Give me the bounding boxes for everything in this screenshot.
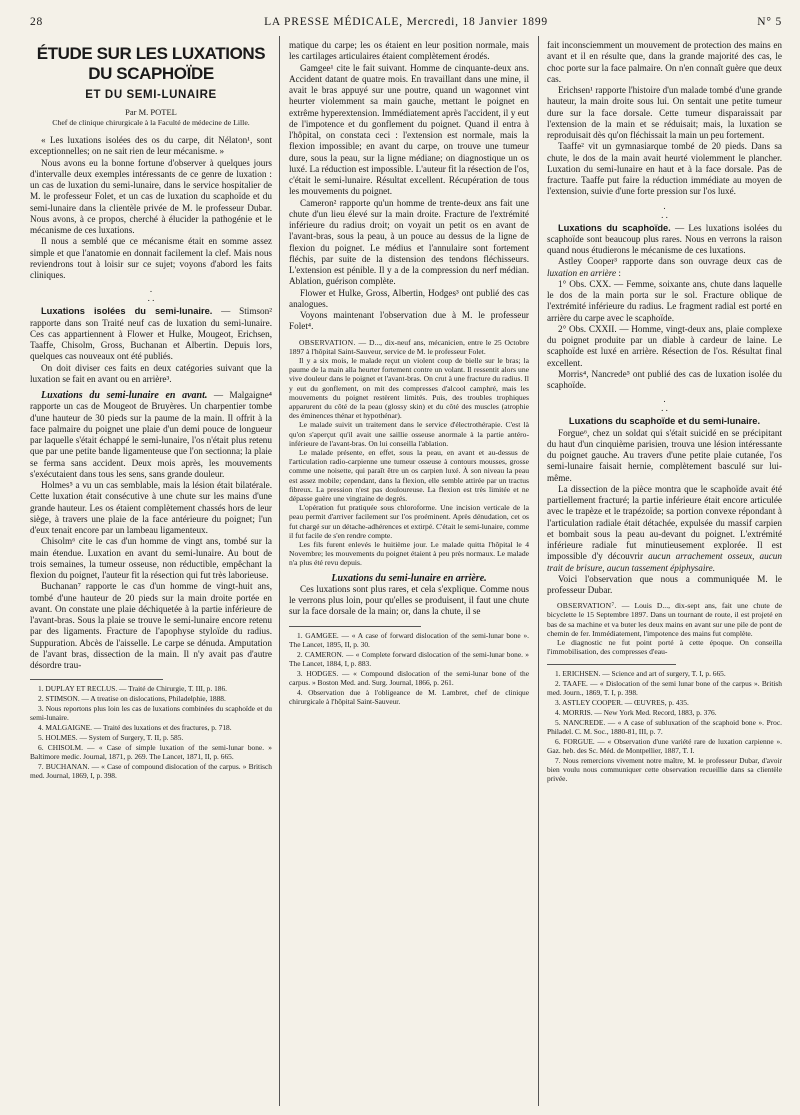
footnote: 2. CAMERON. — « Complete forward dislocation of the semi-lunar bone. » The Lancet, 1884, I, p. 883. [289,649,529,668]
running-title: LA PRESSE MÉDICALE, Mercredi, 18 Janvier 1899 [264,16,548,28]
footnotes [547,669,782,783]
section-heading: Luxations du semi-lunaire en avant. [41,390,208,401]
footnote: 3. HODGES. — « Compound dislocation of the semi-lunar bone of the carpus. » Boston Med. and. Surg. Journal, 1866, p. 261. [289,668,529,687]
footnote-rule [30,679,163,680]
paragraph: Holmes⁵ a vu un cas semblable, mais la lésion était bilatérale. Cette luxation était consécutive à une chute sur les mains d'une grande hauteur. Les os étaient complètement chassés hors de leur siège, à travers une plaie de la face antérieure du poignet; l'un d'eux tenait encore par un lambeau ligamenteux. [30,480,272,535]
paragraph: Luxations du scaphoïde. — Les luxations isolées du scaphoïde sont beaucoup plus rares. Nous en verrons la raison quand nous étudierons le mécanisme de ces luxations. [547,222,782,255]
paragraph: Voici l'observation que nous a communiquée M. le professeur Dubar. [547,573,782,595]
section-heading-line [547,416,782,427]
section-separator: . . . [661,200,668,220]
section-heading: Luxations isolées du semi-lunaire. [41,306,213,317]
article-title: ÉTUDE SUR LES LUXATIONS DU SCAPHOÏDE [36,44,266,83]
paragraph: Gamgee¹ cite le fait suivant. Homme de cinquante-deux ans. Accident datant de quatre mois. En travaillant dans une mine, il avait le bras appuyé sur une poutre, quand un wagonnet vint heurter violemment sa main gauche, mettant le poignet en extrême hyperextension. Immédiatement après l'accident, il y eut de l'impotence et du gonflement du poignet. Quand il entra à l'hôpital, on constata ceci : l'extension est normale, mais la flexion impossible; en avant du carpe, on trouve une tumeur dure, sous la peau, sur la ligne médiane; on diagnostique un os luxé. La réduction est impossible. L'auteur fit la résection de l'os, c'était le semi-lunaire. Résultat excellent. Récupération de tous les mouvements du poignet. [289,62,529,197]
paragraph: Cameron² rapporte qu'un homme de trente-deux ans fait une chute d'un lieu élevé sur la main droite. Fracture de l'extrémité inférieure du radius droit; on voyait un petit os en avant de l'avant-bras, sous la peau, à un pouce au dessus de la ligne de flexion du poignet. Le médius et l'annulaire sont fortement fléchis, par suite de la distension des tendons fléchisseurs. L'extension est pénible. Il y a de la compression du nerf médian. Ablation, guérison complète. [289,197,529,287]
columns [30,40,782,1110]
paragraph: Forgue⁶, chez un soldat qui s'était suicidé en se précipitant du haut d'un cinquième parisien, trouva une lésion intéressante du poignet gauche. Au travers d'une petite plaie cutanée, l'os semi-lunaire faisait hernie, complètement basculé sur lui-même. [547,427,782,483]
paragraph: Taaffe² vit un gymnasiarque tombé de 20 pieds. Dans sa chute, le dos de la main avait heurté violemment le plancher. Luxation du semi-lunaire en haut et à la face dorsale. Pas de fracture. Taaffe put faire la réduction immédiate au moyen de l'extension, suivie d'une forte pression sur l'os luxé. [547,141,782,197]
paragraph: Ces luxations sont plus rares, et cela s'explique. Comme nous le verrons plus loin, pour qu'elles se produisent, il faut une chute sur la face dorsale de la main; or, dans la chute, il se [289,583,529,617]
paragraph: Il nous a semblé que ce mécanisme était en somme assez simple et que l'anatomie en donnait facilement la clef. Mais nous reviendrons tout à loisir sur ce sujet; voyons d'abord les faits cliniques. [30,236,272,280]
footnote: 7. Nous remercions vivement notre maître, M. le professeur Dubar, d'avoir bien voulu nous communiquer cette observation recueillie dans sa clientèle privée. [547,756,782,784]
footnote: 4. MALGAIGNE. — Traité des luxations et des fractures, p. 718. [38,723,232,733]
footnote: 2. STIMSON. — A treatise on dislocations, Philadelphie, 1888. [38,694,226,704]
affiliation: Chef de clinique chirurgicale à la Faculté de médecine de Lille. [52,118,250,127]
section-heading-line [289,573,529,584]
section-heading: Luxations du semi-lunaire en arrière. [331,572,487,584]
column-2-body [289,40,529,333]
observation-paragraph: Les fils furent enlevés le huitième jour. Le malade quitta l'hôpital le 4 Novembre; les mouvements du poignet étaient à peu près normaux. Le malade n'a plus été revu depuis. [289,539,529,568]
section-heading: Luxations du scaphoïde. [558,222,671,233]
footnote: 3. Nous reportons plus loin les cas de luxations combinées du scaphoïde et du semi-lunaire. [30,704,272,723]
observation-paragraph: L'opération fut pratiquée sous chloroforme. Une incision verticale de la peau permit d'arriver facilement sur l'os proéminent. Après dénudation, cet os fut chargé sur un détache-adhérences et extirpé. C'était le semi-lunaire, comme il fut facile de s'en rendre compte. [289,503,529,540]
observation [547,601,782,656]
footnotes [289,631,529,706]
observation [289,338,529,568]
paragraph: Erichsen¹ rapporte l'histoire d'un malade tombé d'une grande hauteur, la main droite sous lui. On sentait une petite tumeur dure sur la face dorsale. Cette tumeur disparaissait par l'extension de la main et se réduisait; mais, la luxation se reproduisait dès qu'on fléchissait la main un peu fortement. [547,85,782,140]
paragraph: 1° Obs. CXX. — Femme, soixante ans, chute dans laquelle le dos de la main porta sur le sol. Fracture oblique de l'extrémité inférieure du radius. Le fragment radial est porté en arrière du carpe avec le scaphoïde. [547,278,782,323]
section-separator: . . . [661,394,668,414]
paragraph: matique du carpe; les os étaient en leur position normale, mais les cartilages articulaires étaient complètement érodés. [289,40,529,62]
section-heading: Luxations du scaphoïde et du semi-lunaire. [568,416,761,427]
column-2-body-continued [289,573,529,618]
footnotes [30,684,272,780]
observation-paragraph: Le malade suivit un traitement dans le service d'électrothérapie. C'est là qu'on s'aperçut qu'il avait une saillie osseuse anormale à la partie antéro-inférieure de l'avant-bras. On lui conseilla l'ablation. [289,420,529,448]
footnote-rule [289,626,421,627]
paragraph: Luxations isolées du semi-lunaire. — Stimson² rapporte dans son Traité neuf cas de luxation du semi-lunaire. Ces cas appartiennent à Flower et Hulke, Mougeot, Erichsen, Taaffe, Chisolm, Gross, Buchanan et Albertin. Depuis lors, quelques cas nouveaux ont été publiés. [30,306,272,362]
column-3 [547,40,782,1110]
footnote: 4. Observation due à l'obligeance de M. Lambret, chef de clinique chirurgicale à l'hôpital Saint-Sauveur. [289,687,529,706]
footnote: 5. NANCREDE. — « A case of subluxation of the scaphoid bone ». Proc. Philadel. C. M. Soc., 1880-81, III, p. 7. [547,718,782,737]
paragraph: Morris⁴, Nancrede⁵ ont publié des cas de luxation isolée du scaphoïde. [547,368,782,390]
footnote: 1. GAMGEE. — « A case of forward dislocation of the semi-lunar bone ». The Lancet, 1895, II, p. 30. [289,630,529,649]
column-2 [289,40,529,1110]
page-number: 28 [30,16,44,28]
footnote: 2. TAAFE. — « Dislocation of the semi lunar bone of the carpus ». British med. Journ., 1869, T. I, p. 398. [547,679,782,698]
paragraph: 2° Obs. CXXII. — Homme, vingt-deux ans, plaie complexe du poignet produite par un diable à cardeur de laine. Le scaphoïde est luxé en arrière. Résection de l'os. Résultat final excellent. [547,323,782,368]
paragraph: Flower et Hulke, Gross, Albertin, Hodges³ ont publié des cas analogues. [289,287,529,309]
paragraph: Astley Cooper³ rapporte dans son ouvrage deux cas de luxation en arrière : [547,256,782,278]
paragraph: Buchanan⁷ rapporte le cas d'un homme de vingt-huit ans, tombé d'une hauteur de 20 pieds sur la main droite portée en avant. On constate une plaie déchiquetée à la partie inférieure de l'avant-bras. Sous la plaie se trouve le semi-lunaire encore retenu par des ligaments. Fracture de l'apophyse styloïde du radius. Suppuration. Abcès de l'aisselle. Le carpe se dénuda. Amputation de l'avant bras, dissection de la main. Il n'y avait pas d'autre désordre trau- [30,581,272,670]
article-subtitle: ET DU SEMI-LUNAIRE [85,89,217,101]
footnote: 4. MORRIS. — New York Med. Record, 1883, p. 376. [555,708,717,718]
observation-label: OBSERVATION⁷. [557,601,617,611]
paragraph: Nous avons eu la bonne fortune d'observer à quelques jours d'intervalle deux exemples intéressants de ce genre de luxation : un cas de luxation du semi-lunaire, dans le service hospitalier de M. le professeur Folet, et un cas de luxation du scaphoïde et du semi-lunaire dans la clientèle privée de M. le professeur Dubar. Nous avons, à ce propos, cherché à élucider la pathogénie et le mécanisme de ces luxations. [30,157,272,235]
footnote: 3. ASTLEY COOPER. — ŒUVRES, p. 435. [555,698,689,708]
footnote: 7. BUCHANAN. — « Case of compound dislocation of the carpus. » Britisch med. Journal, 1869, I, p. 398. [30,762,272,781]
observation-paragraph: OBSERVATION⁷. — Louis D..., dix-sept ans, fait une chute de bicyclette le 15 Septembre 1897. Dans un tournant de route, il est projeté en bas de sa machine et va buter les deux mains en avant sur une pile de pont de chemin de fer. Immédiatement, l'impotence des mains fut complète. [547,601,782,638]
column-1-body [30,135,272,671]
footnote: 1. DUPLAY ET RECLUS. — Traité de Chirurgie, T. III, p. 186. [38,684,228,694]
observation-label: OBSERVATION. [299,337,356,347]
section-separator: . . . [147,284,155,304]
paragraph: Luxations du semi-lunaire en avant. — Malgaigne⁴ rapporte un cas de Mougeot de Bruyères. Un charpentier tombe d'une hauteur de 30 pieds sur la paume de la main. Il offrit à la face palmaire du poignet une plaie d'un demi pouce de longueur par laquelle s'était échappé le semi-lunaire, l'os n'était plus retenu que par une petite bande ligamenteuse que l'on sectionna; la plaie se ferma sans accident. Deux mois après, les mouvements s'exécutaient dans tous les sens, sans grande douleur. [30,390,272,479]
column-1 [30,40,272,1110]
paragraph: La dissection de la pièce montra que le scaphoïde avait été partiellement fracturé; la partie inférieure était encore articulée avec le trapèze et le trapézoïde; sa portion convexe répondant à l'articulation radiale était détachée, expulsée du massif carpien et bombait sous la peau au-devant du poignet. L'extrémité inférieure radiale fut minutieusement explorée. Il est impossible d'y découvrir aucun arrachement osseux, aucun trait de brisure, aucun tassement épiphysaire. [547,483,782,573]
footnote: 1. ERICHSEN. — Science and art of surgery, T. I, p. 665. [555,669,726,679]
paragraph: On doit diviser ces faits en deux catégories suivant que la luxation se fait en avant ou en arrière³. [30,362,272,384]
paragraph: Chisolm⁶ cite le cas d'un homme de vingt ans, tombé sur la main étendue. Luxation en avant du semi-lunaire. Au bout de trois semaines, la tumeur osseuse, non réductible, empêchant la flexion du poignet, l'auteur fit la résection qui fut très laborieuse. [30,536,272,580]
paragraph: « Les luxations isolées des os du carpe, dit Nélaton¹, sont exceptionnelles; on ne sait rien de leur mécanisme. » [30,135,272,157]
issue-number: N° 5 [757,16,782,28]
paragraph: fait inconsciemment un mouvement de protection des mains en avant et il en résulte que, dans la grande majorité des cas, le choc porte sur la face palmaire. On n'en connaît guère que deux cas. [547,40,782,84]
running-header [30,14,782,32]
observation-paragraph: Le diagnostic ne fut point porté à cette époque. On conseilla l'immobilisation, des compresses d'eau- [547,638,782,657]
footnote-rule [547,664,676,665]
observation-paragraph: Le malade présente, en effet, sous la peau, en avant et au-dessus de l'articulation radio-carpienne une tumeur osseuse à contours mousses, grosse comme une noisette, qui paraît être un os carpien luxé. À son niveau la peau est assez mobile; cependant, dans la flexion, elle semble attirée par un tractus fibreux. La pression n'est pas douloureuse. La flexion est très limitée et ne dépasse guère une vingtaine de degrés. [289,447,529,503]
footnote: 6. CHISOLM. — « Case of simple luxation of the semi-lunar bone. » Baltimore medic. Journal, 1871, p. 269. The Lancet, 1871, II, p. 665. [30,743,272,762]
byline: Par M. POTEL [125,107,177,117]
footnote: 6. FORGUE. — « Observation d'une variété rare de luxation carpienne ». Gaz. heb. des Sc. Méd. de Montpellier, 1887, T. I. [547,737,782,756]
paragraph: Voyons maintenant l'observation due à M. le professeur Folet⁴. [289,310,529,332]
observation-paragraph: Il y a six mois, le malade reçut un violent coup de bielle sur le bras; la paume de la main alla heurter fortement contre un volant. Il ressentit alors une vive douleur dans le poignet et l'avant-bras. On crut à une fracture du radius. Il y eut du gonflement, on mit des compresses d'alcool camphré, mais les mouvements du poignet restèrent limités. Puis, des troubles trophiques apparurent du côté de la peau (glossy skin) et du côté des muscles (atrophie des éminences thénar et hypothénar). [289,355,529,421]
observation-paragraph: OBSERVATION. — D..., dix-neuf ans, mécanicien, entre le 25 Octobre 1897 à l'hôpital Saint-Sauveur, service de M. le professeur Folet. [289,337,529,356]
column-3-body [547,40,782,596]
footnote: 5. HOLMES. — System of Surgery, T. II, p. 585. [38,733,184,743]
